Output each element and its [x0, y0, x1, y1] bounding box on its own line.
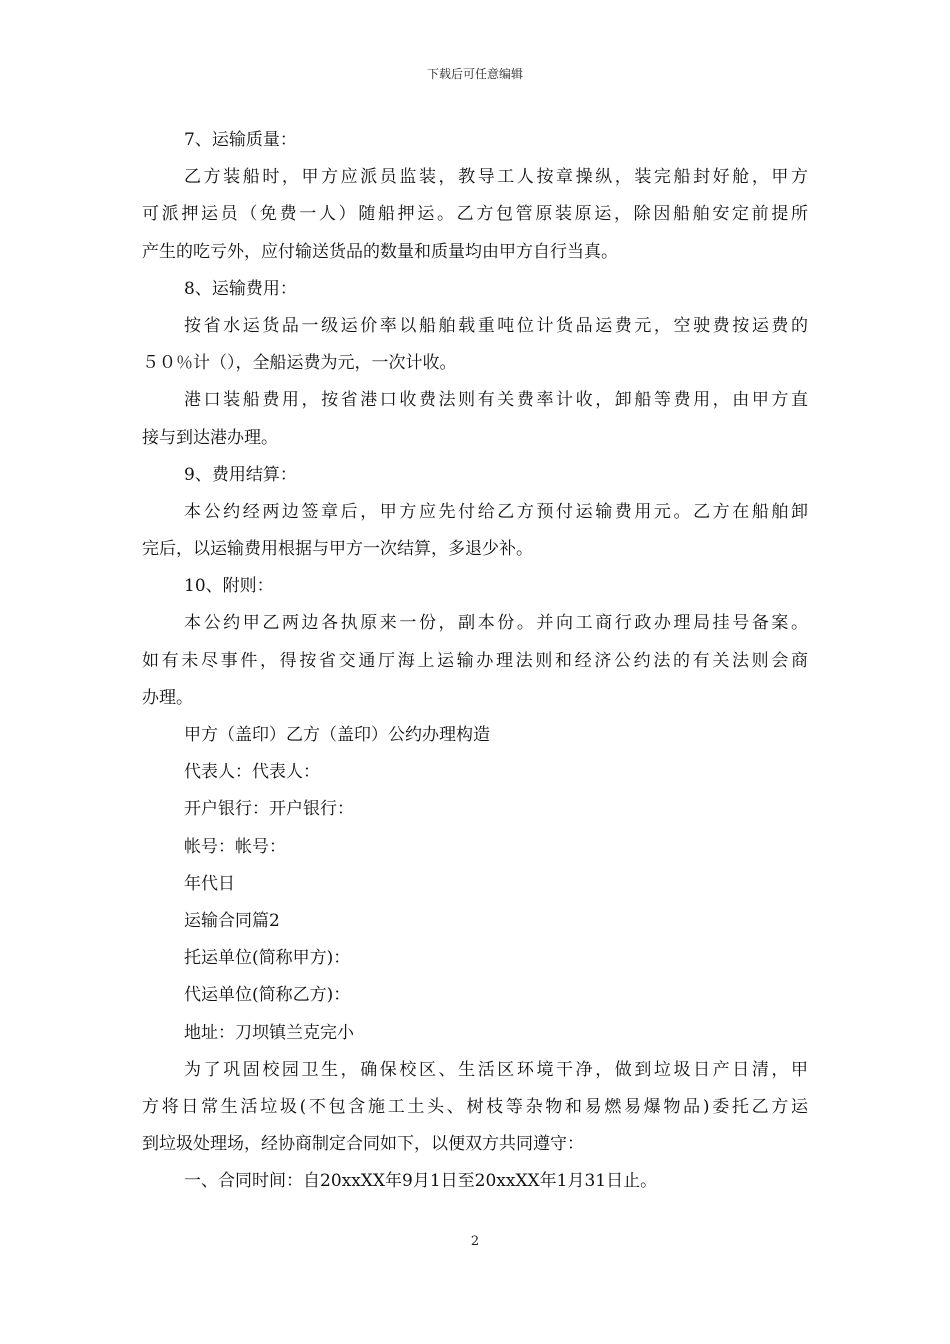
- text-line: 按省水运货品一级运价率以船舶载重吨位计货品运费元，空驶费按运费的: [184, 315, 808, 336]
- text-line: 10、附则：: [184, 576, 274, 597]
- text-line: 产生的吃亏外，应付输送货品的数量和质量均由甲方自行当真。: [142, 241, 618, 262]
- text-line: 代运单位(简称乙方)：: [184, 985, 351, 1006]
- text-line: 8、运输费用：: [184, 278, 297, 299]
- text-line: 到垃圾处理场，经协商制定合同如下，以便双方共同遵守：: [142, 1134, 584, 1155]
- text-line: 如有未尽事件，得按省交通厅海上运输办理法则和经济公约法的有关法则会商: [142, 650, 808, 671]
- text-line: 完后，以运输费用根据与甲方一次结算，多退少补。: [142, 539, 533, 560]
- text-line: 7、运输质量：: [184, 130, 297, 150]
- text-line: 代表人：代表人：: [184, 762, 320, 783]
- text-line: 本公约甲乙两边各执原来一份，副本份。并向工商行政办理局挂号备案。: [184, 613, 808, 634]
- text-line: 接与到达港办理。: [142, 427, 278, 448]
- text-line: ５０％计（），全船运费为元，一次计收。: [142, 353, 457, 374]
- text-line: 一、合同时间：自20xxXX年9月1日至20xxXX年1月31日止。: [184, 1171, 658, 1192]
- text-line: 方将日常生活垃圾(不包含施工土头、树枝等杂物和易燃易爆物品)委托乙方运: [142, 1096, 808, 1117]
- text-line: 运输合同篇2: [184, 910, 280, 931]
- text-line: 为了巩固校园卫生，确保校区、生活区环境干净，做到垃圾日产日清，甲: [184, 1059, 808, 1080]
- document-body: [142, 122, 808, 1200]
- text-line: 开户银行：开户银行：: [184, 799, 354, 820]
- page-number: 2: [470, 1234, 480, 1249]
- text-line: 本公约经两边签章后，甲方应先付给乙方预付运输费用元。乙方在船舶卸: [184, 501, 808, 522]
- text-line: 港口装船费用，按省港口收费法则有关费率计收，卸船等费用，由甲方直: [184, 390, 808, 411]
- text-line: 甲方（盖印）乙方（盖印）公约办理构造: [184, 725, 490, 745]
- text-line: 帐号：帐号：: [184, 836, 286, 857]
- text-line: 托运单位(简称甲方)：: [184, 948, 351, 969]
- text-line: 9、费用结算：: [184, 464, 297, 485]
- text-line: 地址：刀坝镇兰克完小: [184, 1022, 354, 1043]
- text-line: 乙方装船时，甲方应派员监装，教导工人按章操纵，装完船封好舱，甲方: [184, 167, 808, 188]
- text-line: 办理。: [142, 687, 193, 708]
- page-header: 下载后可任意编辑: [426, 67, 523, 81]
- text-line: 可派押运员（免费一人）随船押运。乙方包管原装原运，除因船舶安定前提所: [142, 204, 808, 225]
- text-line: 年代日: [184, 873, 235, 894]
